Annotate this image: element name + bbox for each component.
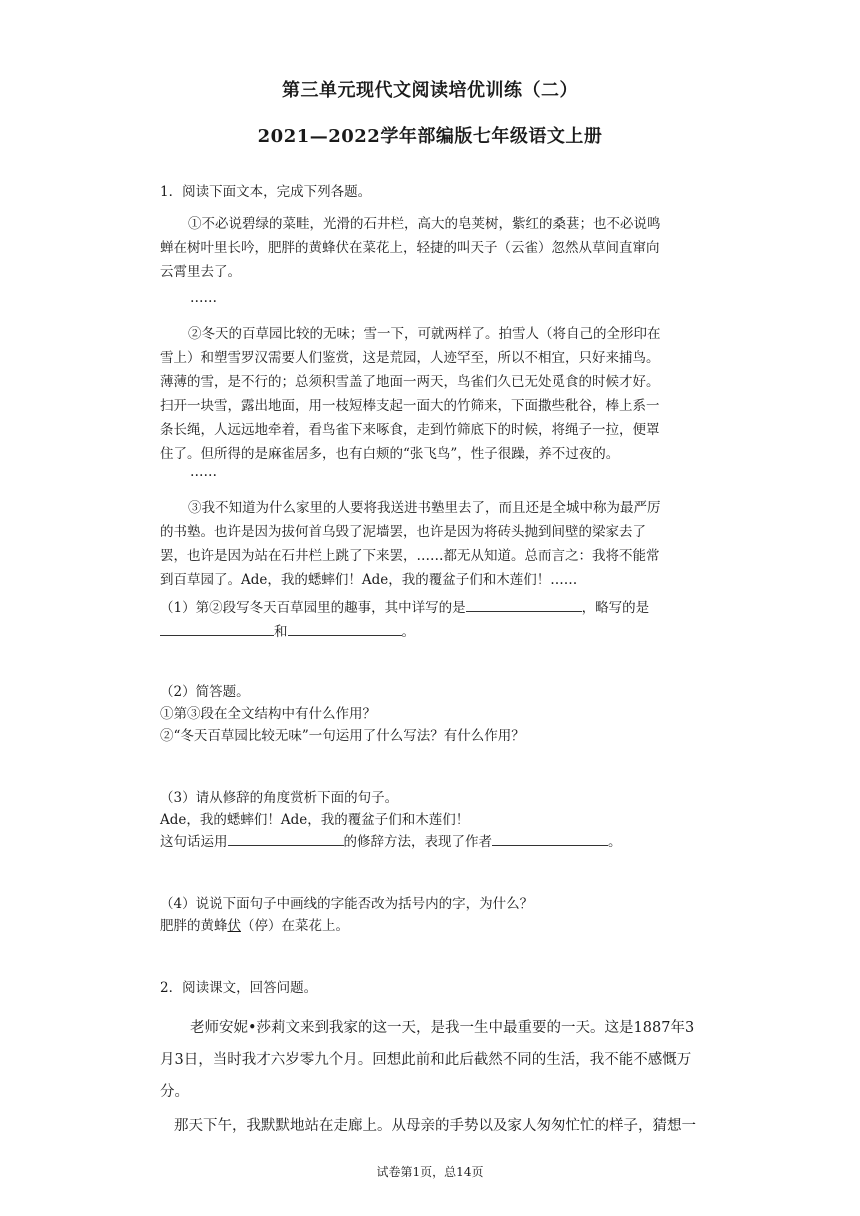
subquestion-1: （1）第②段写冬天百草园里的趣事，其中详写的是 ，略写的是 (160, 600, 650, 616)
passage-line: 那天下午，我默默地站在走廊上。从母亲的手势以及家人匆匆忙忙的样子，猜想一 (174, 1118, 696, 1134)
subquestion-3-head: （3）请从修辞的角度赏析下面的句子。 (160, 790, 399, 806)
subquestion-3: 这句话运用 的修辞方法，表现了作者 。 (160, 834, 622, 850)
passage-line: 的书塾。也许是因为拔何首乌毁了泥墙罢，也许是因为将砖头抛到间壁的梁家去了 (160, 524, 646, 540)
page-subtitle: 2021—2022学年部编版七年级语文上册 (257, 126, 603, 147)
passage-line: 蝉在树叶里长吟，肥胖的黄蜂伏在菜花上，轻捷的叫天子（云雀）忽然从草间直窜向 (160, 240, 660, 256)
underlined-char: 伏 (227, 918, 241, 934)
passage-line: 扫开一块雪，露出地面，用一枝短棒支起一面大的竹筛来，下面撒些秕谷，棒上系一 (160, 398, 660, 414)
answer-blank[interactable] (466, 599, 582, 612)
question-1-stem: 1．阅读下面文本，完成下列各题。 (160, 184, 372, 200)
passage-line: ②冬天的百草园比较的无味；雪一下，可就两样了。拍雪人（将自己的全形印在 (188, 326, 661, 342)
answer-blank[interactable] (160, 623, 274, 636)
passage-line: 住了。但所得的是麻雀居多，也有白颊的“张飞鸟”，性子很躁，养不过夜的。 (160, 446, 620, 462)
subquestion-1-cont: 和 。 (160, 620, 415, 640)
ellipsis: …… (190, 290, 217, 306)
answer-blank[interactable] (492, 833, 608, 846)
passage-line: ③我不知道为什么家里的人要将我送进书塾里去了，而且还是全城中称为最严厉 (188, 500, 661, 516)
passage-line: 条长绳，人远远地牵着，看鸟雀下来啄食，走到竹筛底下的时候，将绳子一拉，便罩 (160, 422, 660, 438)
subquestion-2b: ②“冬天百草园比较无味”一句运用了什么写法？有什么作用？ (160, 728, 525, 744)
passage-line: 到百草园了。Ade，我的蟋蟀们！Ade，我的覆盆子们和木莲们！…… (160, 572, 578, 588)
answer-blank[interactable] (228, 833, 344, 846)
page-footer: 试卷第1页，总14页 (376, 1165, 484, 1179)
subquestion-4-head: （4）说说下面句子中画线的字能否改为括号内的字，为什么？ (160, 896, 534, 912)
passage-line: 雪上）和塑雪罗汉需要人们鉴赏，这是荒园，人迹罕至，所以不相宜，只好来捕鸟。 (160, 350, 660, 366)
answer-blank[interactable] (288, 623, 402, 636)
ellipsis: …… (190, 464, 217, 480)
passage-line: ①不必说碧绿的菜畦，光滑的石井栏，高大的皂荚树，紫红的桑葚；也不必说鸣 (188, 216, 661, 232)
subquestion-4-sentence: 肥胖的黄蜂伏（停）在菜花上。 (160, 918, 349, 934)
subquestion-2-head: （2）简答题。 (160, 684, 250, 700)
passage-line: 薄薄的雪，是不行的；总须积雪盖了地面一两天，鸟雀们久已无处觅食的时候才好。 (160, 374, 660, 390)
passage-line: 分。 (160, 1084, 189, 1100)
page-title: 第三单元现代文阅读培优训练（二） (282, 80, 578, 101)
passage-line: 月3日，当时我才六岁零九个月。回想此前和此后截然不同的生活，我不能不感慨万 (160, 1052, 692, 1068)
question-2-stem: 2．阅读课文，回答问题。 (160, 980, 318, 996)
passage-line: 云霄里去了。 (160, 264, 241, 280)
passage-line: 老师安妮•莎莉文来到我家的这一天，是我一生中最重要的一天。这是1887年3 (190, 1020, 695, 1036)
subquestion-3-quote: Ade，我的蟋蟀们！Ade，我的覆盆子们和木莲们！ (160, 812, 470, 828)
passage-line: 罢，也许是因为站在石井栏上跳了下来罢，……都无从知道。总而言之：我将不能常 (160, 548, 660, 564)
subquestion-2a: ①第③段在全文结构中有什么作用？ (160, 706, 376, 722)
